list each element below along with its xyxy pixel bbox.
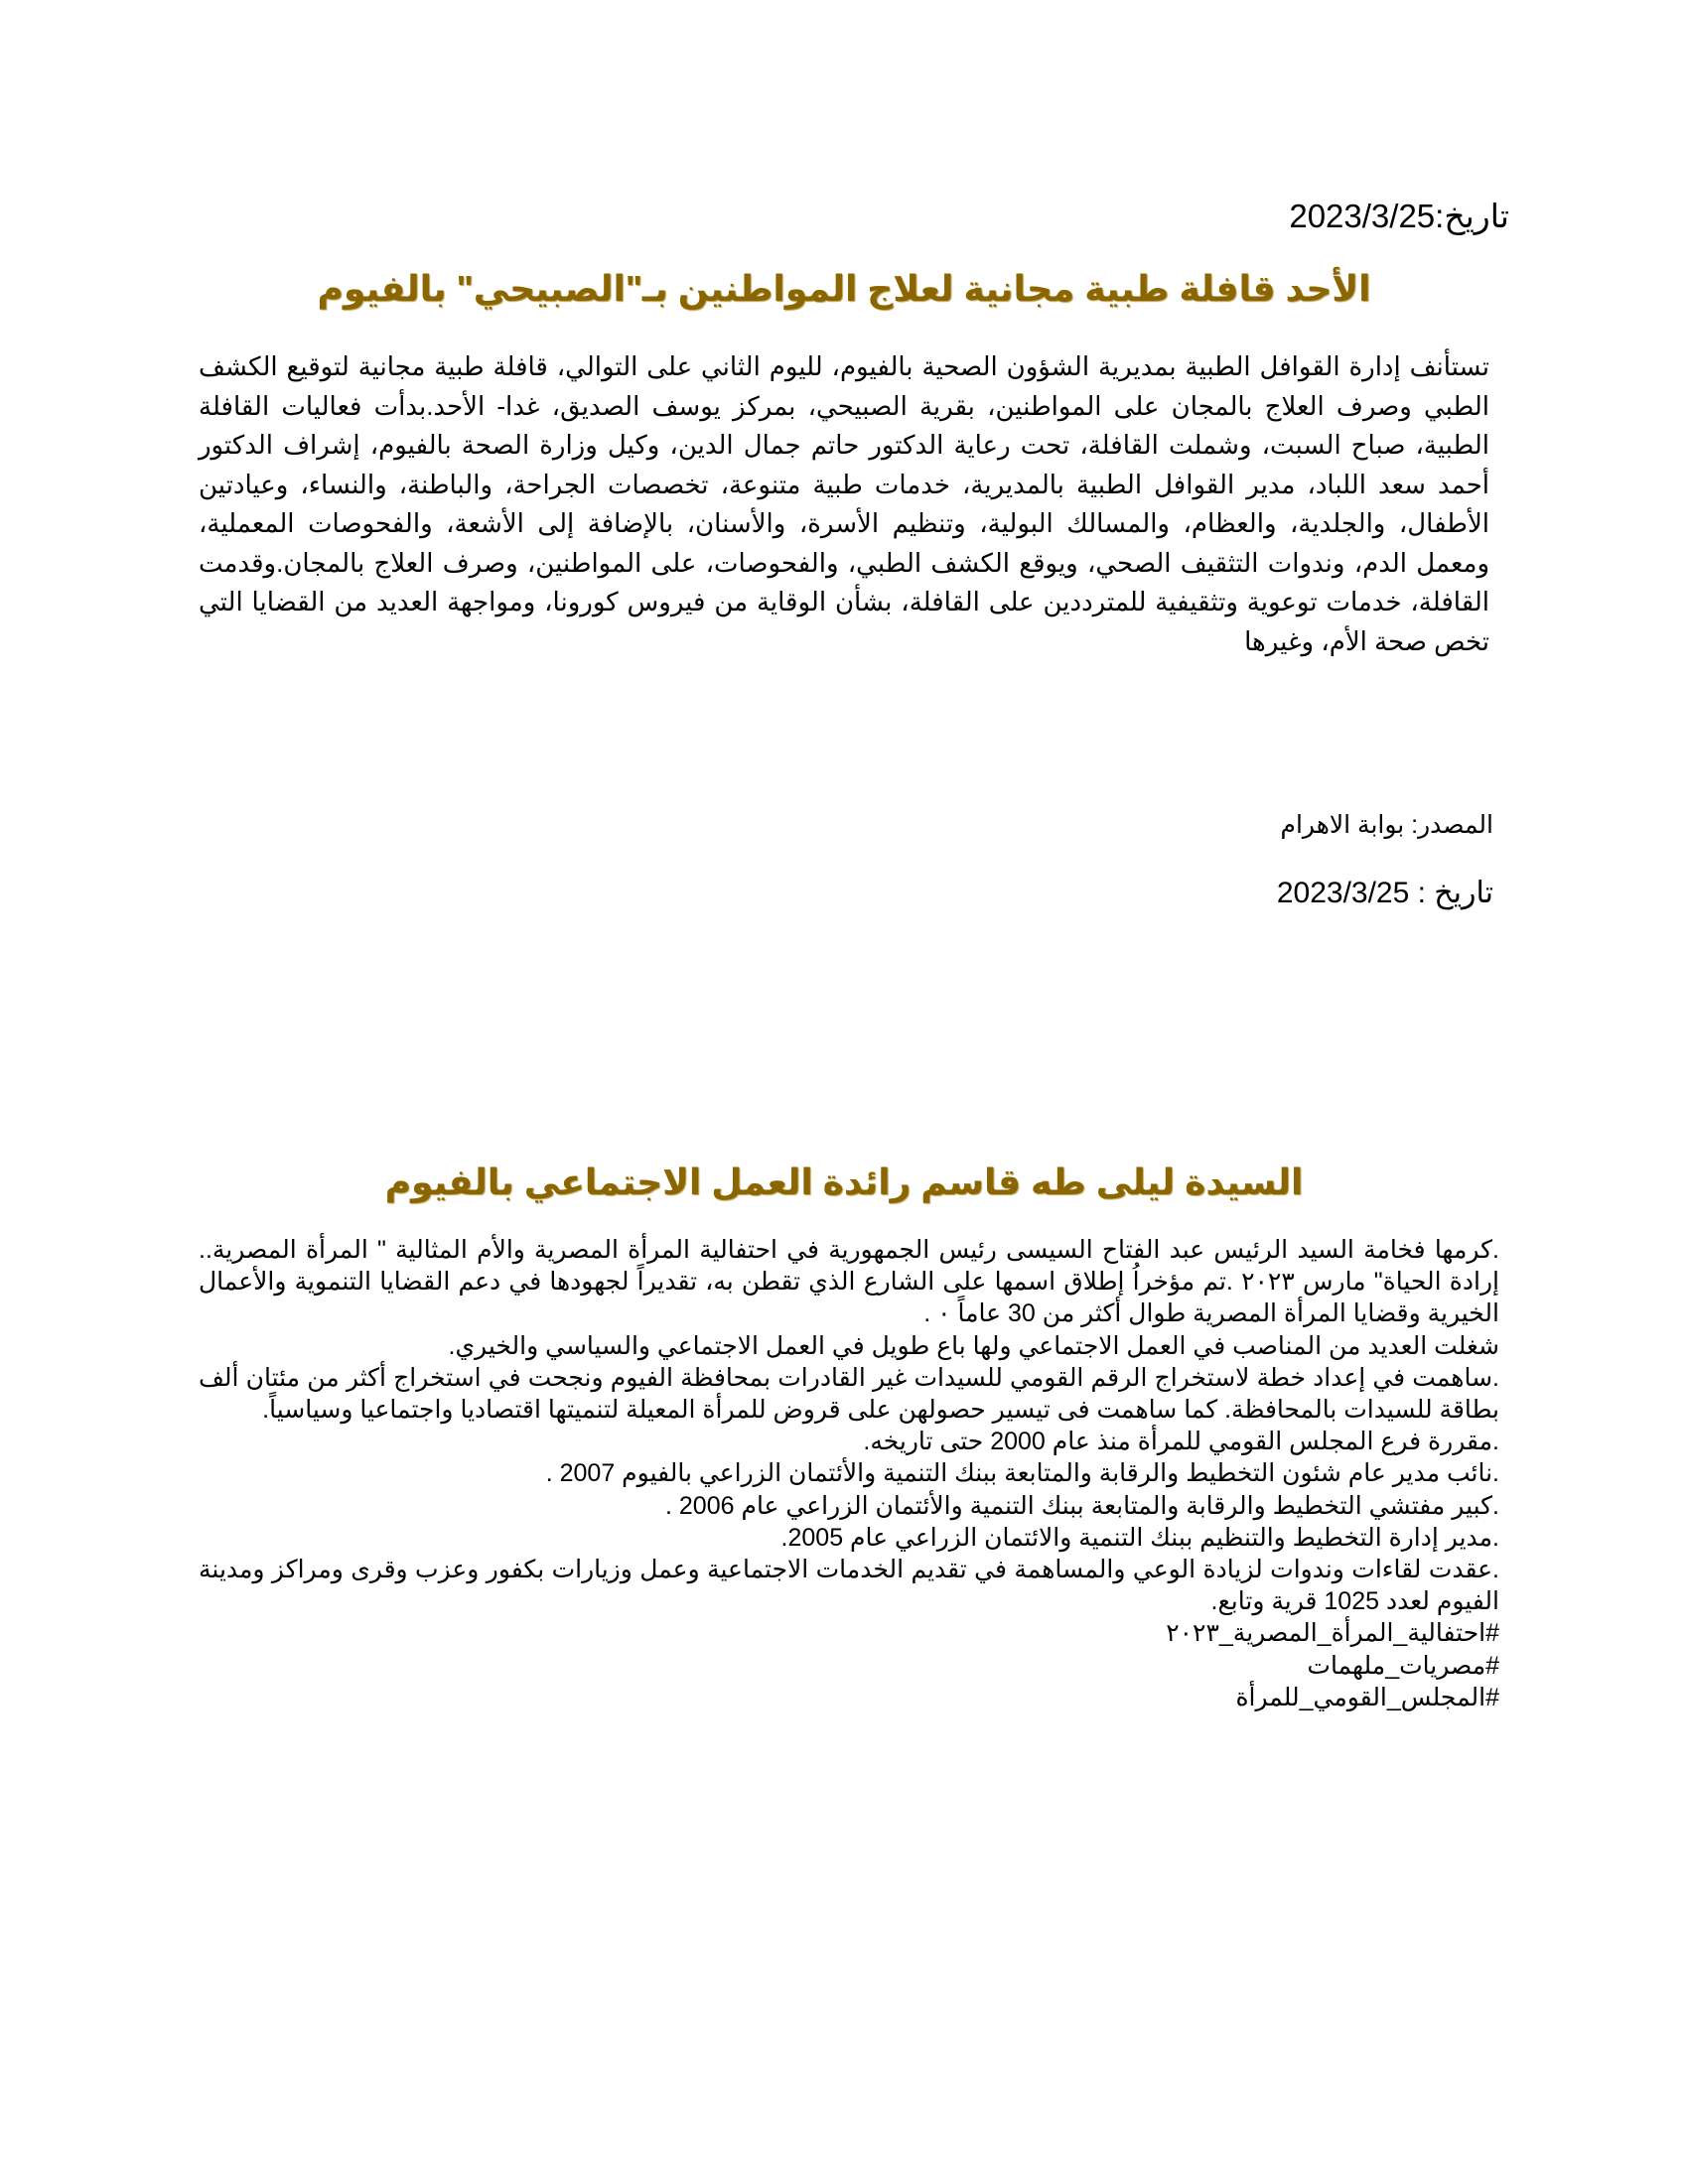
article-title: الأحد قافلة طبية مجانية لعلاج المواطنين بـ"الصبيحي" بالفيوم — [317, 268, 1371, 309]
hashtag: #المجلس_القومي_للمرأة — [1235, 1683, 1499, 1711]
profile-body — [199, 1234, 1499, 1713]
profile-title: السيدة ليلى طه قاسم رائدة العمل الاجتماعي بالفيوم — [384, 1161, 1304, 1202]
article-date: تاريخ:2023/3/25 — [1289, 198, 1509, 234]
profile-line-roles: شغلت العديد من المناصب في العمل الاجتماعي ولها باع طويل في العمل الاجتماعي والسياسي والخيري. — [448, 1331, 1499, 1360]
profile-bullet: .كبير مفتشي التخطيط والرقابة والمتابعة ببنك التنمية والأئتمان الزراعي عام 2006 . — [664, 1491, 1499, 1520]
profile-bullet: .مدير إدارة التخطيط والتنظيم ببنك التنمية والائتمان الزراعي عام 2005. — [780, 1523, 1499, 1552]
profile-bullet: .مقررة فرع المجلس القومي للمرأة منذ عام 2000 حتى تاريخه. — [863, 1428, 1499, 1456]
article-body — [199, 347, 1489, 661]
profile-paragraph-outreach: .عقدت لقاءات وندوات لزيادة الوعي والمساهمة في تقديم الخدمات الاجتماعية وعمل وزيارات بكفور وعزب وقرى ومراكز ومدينة الفيوم لعدد 1025 قرية وتابع. — [199, 1556, 1499, 1616]
hashtag: #احتفالية_المرأة_المصرية_٢٠٢٣ — [1166, 1619, 1499, 1648]
article-paragraph: تستأنف إدارة القوافل الطبية بمديرية الشؤون الصحية بالفيوم، لليوم الثاني على التوالي، قافلة طبية مجانية لتوقيع الكشف الطبي وصرف العلاج بالمجان على المواطنين، بقرية الصبيحي، بمركز يوسف الصديق، غدا- الأحد.بدأت فعاليات القافلة الطبية، صباح السبت، وشملت القافلة، تحت رعاية الدكتور حاتم جمال الدين، وكيل وزارة الصحة بالفيوم، إشراف الدكتور أحمد سعد اللباد، مدير القوافل الطبية بالمديرية، خدمات طبية متنوعة، تخصصات الجراحة، والباطنة، والنساء، وعيادتين الأطفال، والجلدية، والعظام، والمسالك البولية، وتنظيم الأسرة، والأسنان، بالإضافة إلى الأشعة، والفحوصات المعملية، ومعمل الدم، وندوات التثقيف الصحي، ويوقع الكشف الطبي، والفحوصات، على المواطنين، وصرف العلاج بالمجان.وقدمت القافلة، خدمات توعوية وتثقيفية للمترددين على القافلة، بشأن الوقاية من فيروس كورونا، ومواجهة العديد من القضايا التي تخص صحة الأم، وغيرها — [199, 351, 1489, 656]
profile-paragraph-honor: .كرمها فخامة السيد الرئيس عبد الفتاح السيسى رئيس الجمهورية في احتفالية المرأة المصرية والأم المثالية " المرأة المصرية.. إرادة الحياة" مارس ٢٠٢٣ .تم مؤخراُ إطلاق اسمها على الشارع الذي تقطن به، تقديراً لجهودها في دعم القضايا التنموية والأعمال الخيرية وقضايا المرأة المصرية طوال أكثر من 30 عاماً ٠ . — [199, 1236, 1499, 1328]
article-date-footer: تاريخ : 2023/3/25 — [1276, 877, 1493, 909]
profile-bullet: .نائب مدير عام شئون التخطيط والرقابة والمتابعة ببنك التنمية والأئتمان الزراعي بالفيوم 2007 . — [545, 1459, 1499, 1488]
article-source: المصدر: بوابة الاهرام — [1280, 811, 1493, 839]
profile-paragraph-id-cards: .ساهمت في إعداد خطة لاستخراج الرقم القومي للسيدات غير القادرات بمحافظة الفيوم ونجحت في استخراج أكثر من مئتان ألف بطاقة للسيدات بالمحافظة. كما ساهمت فى تيسير حصولهن على قروض للمرأة المعيلة لتنميتها اقتصاديا واجتماعيا وسياسياً. — [199, 1363, 1499, 1425]
hashtag: #مصريات_ملهمات — [1307, 1651, 1499, 1680]
